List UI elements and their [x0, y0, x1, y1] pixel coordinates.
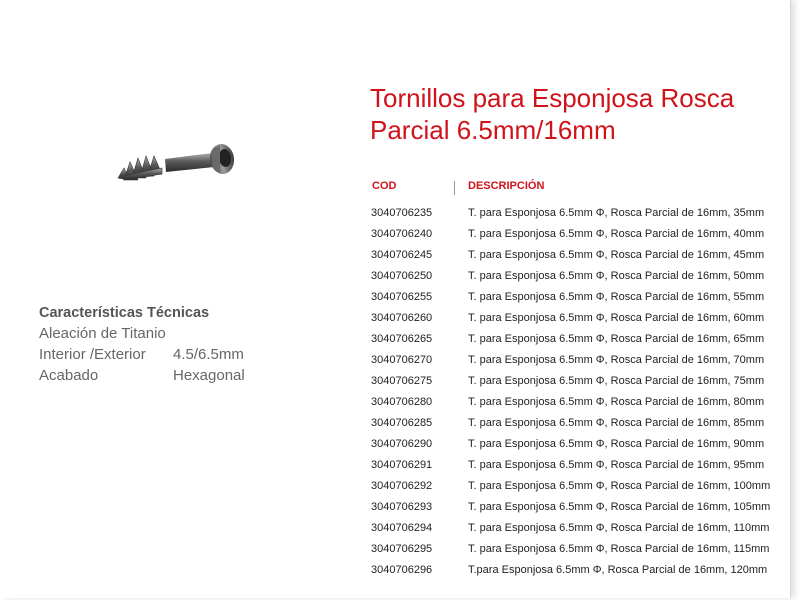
product-code: 3040706294	[371, 521, 433, 534]
table-row	[371, 244, 791, 265]
table-row	[371, 202, 791, 223]
specs-row-label: Acabado	[39, 367, 99, 384]
column-header-description: DESCRIPCIÓN	[468, 180, 545, 192]
product-description: T. para Esponjosa 6.5mm Φ, Rosca Parcial de 16mm, 55mm	[468, 290, 765, 303]
product-code: 3040706290	[371, 437, 433, 450]
title-line-1: Tornillos para Esponjosa Rosca	[370, 83, 735, 113]
product-description: T. para Esponjosa 6.5mm Φ, Rosca Parcial de 16mm, 90mm	[468, 437, 765, 450]
product-code: 3040706235	[371, 206, 433, 219]
specs-row-label: Interior /Exterior	[39, 346, 146, 363]
product-code: 3040706280	[371, 395, 433, 408]
table-row	[371, 517, 791, 538]
product-description: T. para Esponjosa 6.5mm Φ, Rosca Parcial de 16mm, 85mm	[468, 416, 765, 429]
product-description: T. para Esponjosa 6.5mm Φ, Rosca Parcial de 16mm, 65mm	[468, 332, 765, 345]
column-header-cod: COD	[372, 180, 397, 192]
product-code: 3040706255	[371, 290, 433, 303]
specs-row	[39, 344, 245, 365]
product-code: 3040706295	[371, 542, 433, 555]
product-code: 3040706245	[371, 248, 433, 261]
product-description: T. para Esponjosa 6.5mm Φ, Rosca Parcial de 16mm, 60mm	[468, 311, 765, 324]
table-row	[371, 412, 791, 433]
product-code: 3040706250	[371, 269, 433, 282]
table-row	[371, 349, 791, 370]
specs-heading: Características Técnicas	[39, 305, 210, 321]
product-code: 3040706240	[371, 227, 433, 240]
table-row	[371, 265, 791, 286]
table-row	[371, 433, 791, 454]
product-description: T. para Esponjosa 6.5mm Φ, Rosca Parcial de 16mm, 70mm	[468, 353, 765, 366]
product-code: 3040706291	[371, 458, 433, 471]
product-description: T. para Esponjosa 6.5mm Φ, Rosca Parcial de 16mm, 40mm	[468, 227, 765, 240]
product-code: 3040706285	[371, 416, 433, 429]
product-description: T. para Esponjosa 6.5mm Φ, Rosca Parcial de 16mm, 80mm	[468, 395, 765, 408]
product-description: T. para Esponjosa 6.5mm Φ, Rosca Parcial de 16mm, 105mm	[468, 500, 771, 513]
specs-row	[39, 365, 245, 386]
table-row	[371, 328, 791, 349]
product-code: 3040706265	[371, 332, 433, 345]
table-row	[371, 286, 791, 307]
product-description: T. para Esponjosa 6.5mm Φ, Rosca Parcial de 16mm, 50mm	[468, 269, 765, 282]
product-description: T.para Esponjosa 6.5mm Φ, Rosca Parcial de 16mm, 120mm	[468, 563, 768, 576]
specs-material	[39, 323, 245, 344]
product-description: T. para Esponjosa 6.5mm Φ, Rosca Parcial de 16mm, 100mm	[468, 479, 771, 492]
page-title	[370, 82, 770, 146]
table-row	[371, 223, 791, 244]
table-row	[371, 370, 791, 391]
product-table	[371, 202, 791, 580]
table-row	[371, 475, 791, 496]
table-row	[371, 538, 791, 559]
product-code: 3040706260	[371, 311, 433, 324]
product-code: 3040706270	[371, 353, 433, 366]
table-row	[371, 307, 791, 328]
product-description: T. para Esponjosa 6.5mm Φ, Rosca Parcial de 16mm, 75mm	[468, 374, 765, 387]
table-row	[371, 454, 791, 475]
product-code: 3040706293	[371, 500, 433, 513]
specs-material-text: Aleación de Titanio	[39, 325, 166, 342]
product-code: 3040706275	[371, 374, 433, 387]
header-divider	[454, 181, 455, 195]
specs-row-value: 4.5/6.5mm	[173, 346, 244, 363]
product-description: T. para Esponjosa 6.5mm Φ, Rosca Parcial de 16mm, 95mm	[468, 458, 765, 471]
cancellous-screw-icon	[110, 140, 245, 190]
table-row	[371, 559, 791, 580]
title-line-2: Parcial 6.5mm/16mm	[370, 115, 616, 145]
technical-specs	[39, 305, 245, 386]
product-code: 3040706292	[371, 479, 433, 492]
product-description: T. para Esponjosa 6.5mm Φ, Rosca Parcial de 16mm, 115mm	[468, 542, 770, 555]
specs-row-value: Hexagonal	[173, 367, 245, 384]
product-description: T. para Esponjosa 6.5mm Φ, Rosca Parcial de 16mm, 45mm	[468, 248, 765, 261]
table-row	[371, 496, 791, 517]
table-row	[371, 391, 791, 412]
product-description: T. para Esponjosa 6.5mm Φ, Rosca Parcial de 16mm, 35mm	[468, 206, 765, 219]
product-description: T. para Esponjosa 6.5mm Φ, Rosca Parcial de 16mm, 110mm	[468, 521, 770, 534]
product-code: 3040706296	[371, 563, 433, 576]
